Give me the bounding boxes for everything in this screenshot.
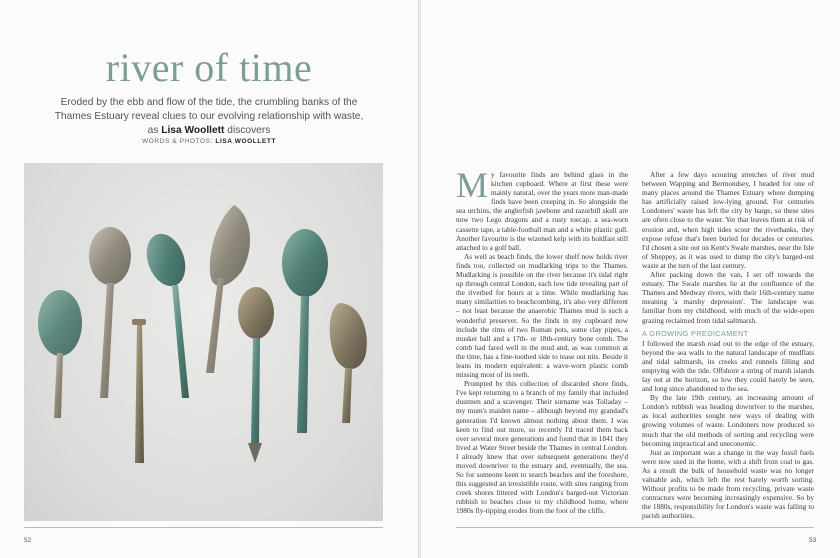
standfirst-end: discovers [224,125,271,136]
right-page [421,0,840,558]
spoons-photo [24,163,383,521]
credit-name: LISA WOOLLETT [215,138,277,145]
spoon-2 [89,227,131,398]
page-number-left: 52 [24,537,32,544]
standfirst-text: Eroded by the ebb and flow of the tide, the crumbling banks of the Thames Estuary reveal clues to our evolving relationship with waste, as [54,97,364,136]
spoon-1 [38,290,82,418]
paragraph: As well as beach finds, the lower shelf now holds river finds too, collected on mudlarking trips to the Thames. Mudlarking is possible on the river because it's tidal right up through central London, each low tide revealing part of the riverbed for hours at a time. While mudlarking has many similarities to beachcombing, it's also very different – not least because the anaerobic Thames mud is such a wonderful preserver. So the finds in my cupboard now include the rims of two Roman pots, some clay pipes, a musket ball and a 17th- or 18th-century bone comb. The comb had fared well in the mud and, as was common at the time, has a fine-toothed side to tease out nits. Beside it leans its modern equivalent: a wave-worn plastic comb missing most of its teeth. [456,251,628,380]
credit-label: WORDS & PHOTOS: [141,138,216,145]
left-page [0,0,418,558]
page-number-right: 53 [809,537,817,544]
photo-credit [0,138,418,145]
article-title: river of time [105,45,313,90]
paragraph: Just as important was a change in the way fossil fuels were now used in the home, with a shift from coal to gas. As a result the bulk of household waste was no longer valuable ash, which left the rest barely worth sorting. Without profits to be made from recycling, private waste contractors were becoming increasingly expensive. So by the 1880s, responsibility for London's waste was falling to parish authorities. [642,447,814,521]
standfirst [48,96,370,138]
paragraph: Prompted by this collection of discarded shore finds, I've kept returning to a branch of my family that included dustmen and a scavenger. Their surname was Tolladay – my mum's maiden name – although beyond my grandad's generation I'd known almost nothing about them. I was keen to find out more, so recently I'd traced them back over several more generations and found that in 1841 they lived at Water Street beside the Thames in central London. I already knew that over subsequent generations they'd moved downriver to the estuary and, eventually, the sea. So for someone keen to search beaches and the foreshore, this suggested an irresistible route, with sites ranging from creek shores littered with London's barged-out Victorian rubbish to beaches close to my childhood home, where 1980s fly-tipping erodes from the foot of the cliffs. [456,379,628,516]
spoon-3 [132,319,146,463]
bottom-rule-right [456,527,814,528]
paragraph: y favourite finds are behind glass in the kitchen cupboard. Where at first these were mainly natural, over the years more man-made finds have been creeping in. So alongside the sea urchins, the anglerfish jawbone and razorbill skull are now two Lego dragons and a rusty toecap, a sea-worn cassette tape, a table-football man and a white plastic gull. Another favourite is the wizened kelp with its holdfast still attached to a golf ball. [456,170,628,252]
spoon-7 [282,229,328,433]
text-column-1 [456,165,628,516]
spoons-illustration [24,163,383,521]
subheading: A GROWING PREDICAMENT [642,328,749,338]
spoon-4 [140,228,192,398]
author-name: Lisa Woollett [161,125,225,136]
spoon-6 [238,287,274,463]
drop-cap: M [456,165,489,205]
paragraph: By the late 19th century, an increasing amount of London's rubbish was heading downriver to the marshes, as local authorities sought new ways of dealing with growing volumes of waste. Londoners now produced so much that the old methods of sorting and recycling were becoming impractical and uneconomic. [642,393,814,448]
text-column-2 [642,170,814,520]
paragraph: After a few days scouring stretches of river mud between Wapping and Bermondsey, I headed for one of many places around the Thames Estuary where dumping has artificially raised low-lying ground. For centuries Londoners' waste has left the city by barge, so these sites are often close to the water. Yet that leaves them at risk of erosion and, when high tides scour the riverbanks, they expose refuse that's been buried for decades or centuries. I'd chosen a site out on Kent's Swale marshes, near the Isle of Sheppey, as it was used to dump the city's barged-out waste at the turn of the last century. [642,170,814,270]
paragraph: I followed the marsh road out to the edge of the estuary, beyond the sea walls to the natural landscape of mudflats and tidal saltmarsh, its creeks and runnels filling and emptying with the tide. Offshore a string of marsh islands lay out at the horizon, so low they could barely be seen, and long since abandoned to the sea. [642,338,814,394]
spoon-5 [206,205,250,373]
spoon-8 [330,303,367,423]
paragraph: After packing down the van, I set off towards the estuary. The Swale marshes lie at the confluence of the Thames and Medway rivers, with their 16th-century name meaning 'a marshy depression'. The landscape was familiar from my childhood, with much of the wide-open grazing reclaimed from tidal saltmarsh. [642,270,814,325]
bottom-rule-left [24,527,383,528]
